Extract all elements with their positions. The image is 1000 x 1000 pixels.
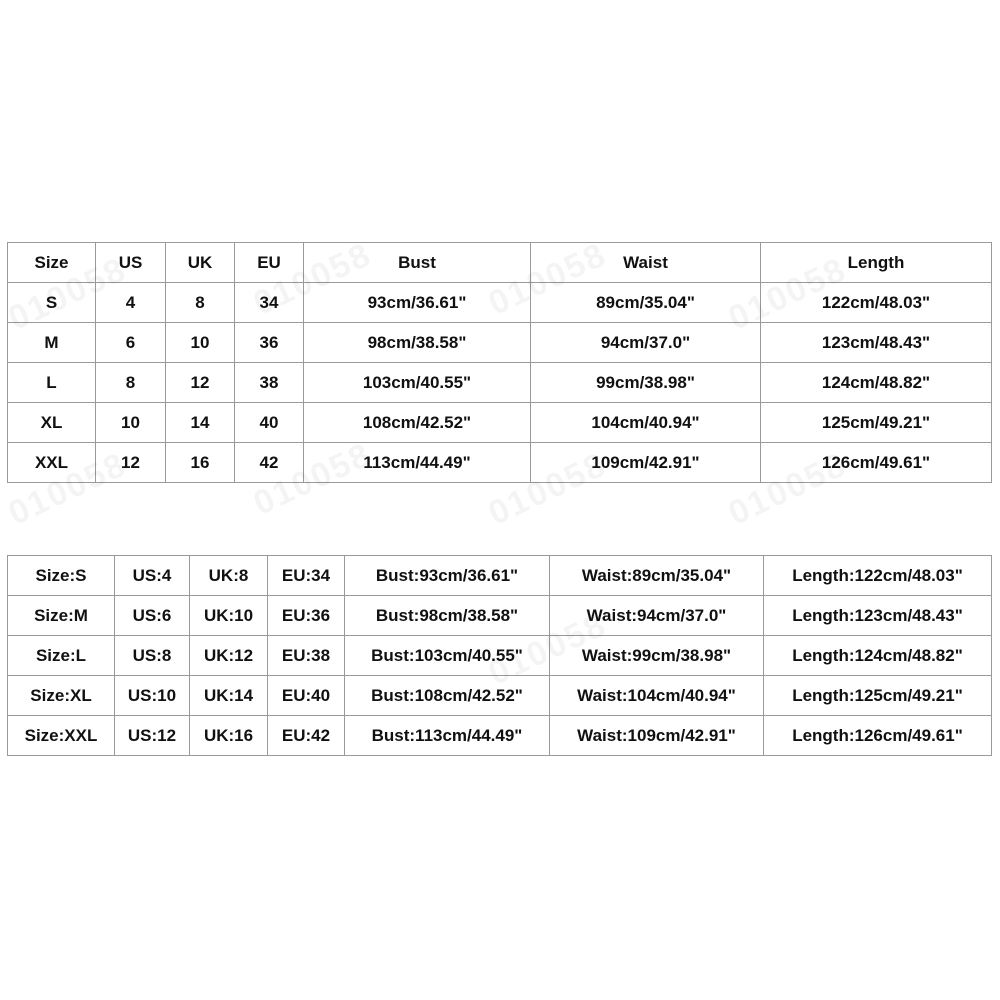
table-cell: 123cm/48.43" — [761, 323, 992, 363]
table-row — [8, 636, 992, 676]
table-cell: M — [8, 323, 96, 363]
table-cell: XL — [8, 403, 96, 443]
table-cell: US:6 — [115, 596, 190, 636]
table-cell: 113cm/44.49" — [304, 443, 531, 483]
table-row — [8, 676, 992, 716]
table-cell: 12 — [96, 443, 166, 483]
size-chart-table — [7, 242, 992, 483]
table-cell: UK:14 — [190, 676, 268, 716]
table-cell: 36 — [235, 323, 304, 363]
header-cell: Length — [761, 243, 992, 283]
header-cell: Bust — [304, 243, 531, 283]
table-cell: S — [8, 283, 96, 323]
table-cell: Bust:98cm/38.58" — [345, 596, 550, 636]
table-cell: 10 — [166, 323, 235, 363]
table-cell: Size:S — [8, 556, 115, 596]
header-cell: UK — [166, 243, 235, 283]
table-cell: EU:42 — [268, 716, 345, 756]
table-cell: EU:36 — [268, 596, 345, 636]
table-cell: UK:16 — [190, 716, 268, 756]
table-row — [8, 403, 992, 443]
table-cell: Size:XXL — [8, 716, 115, 756]
table-cell: Length:123cm/48.43" — [764, 596, 992, 636]
header-cell: EU — [235, 243, 304, 283]
table-cell: 93cm/36.61" — [304, 283, 531, 323]
table-cell: 16 — [166, 443, 235, 483]
table-header-row — [8, 243, 992, 283]
table-cell: US:10 — [115, 676, 190, 716]
table-cell: Bust:103cm/40.55" — [345, 636, 550, 676]
table-cell: US:4 — [115, 556, 190, 596]
table-cell: EU:34 — [268, 556, 345, 596]
table-cell: 103cm/40.55" — [304, 363, 531, 403]
table-cell: 38 — [235, 363, 304, 403]
table-row — [8, 443, 992, 483]
table-cell: UK:10 — [190, 596, 268, 636]
table-cell: Waist:99cm/38.98" — [550, 636, 764, 676]
table-cell: 98cm/38.58" — [304, 323, 531, 363]
table-cell: 108cm/42.52" — [304, 403, 531, 443]
table-cell: Bust:113cm/44.49" — [345, 716, 550, 756]
table-row — [8, 596, 992, 636]
table-cell: Size:XL — [8, 676, 115, 716]
table-row — [8, 363, 992, 403]
table-cell: Length:125cm/49.21" — [764, 676, 992, 716]
table-row — [8, 323, 992, 363]
table-row — [8, 283, 992, 323]
table-cell: 104cm/40.94" — [531, 403, 761, 443]
table-cell: Length:126cm/49.61" — [764, 716, 992, 756]
table-cell: Length:122cm/48.03" — [764, 556, 992, 596]
table-cell: Bust:93cm/36.61" — [345, 556, 550, 596]
table-cell: 125cm/49.21" — [761, 403, 992, 443]
table-cell: 122cm/48.03" — [761, 283, 992, 323]
table-cell: 10 — [96, 403, 166, 443]
table-row — [8, 556, 992, 596]
table-cell: 124cm/48.82" — [761, 363, 992, 403]
table-cell: 14 — [166, 403, 235, 443]
table-cell: 89cm/35.04" — [531, 283, 761, 323]
table-cell: US:8 — [115, 636, 190, 676]
table-row — [8, 716, 992, 756]
table-cell: Waist:89cm/35.04" — [550, 556, 764, 596]
labelled-size-chart-table — [7, 555, 992, 756]
table-cell: Size:L — [8, 636, 115, 676]
table-cell: Waist:104cm/40.94" — [550, 676, 764, 716]
header-cell: Size — [8, 243, 96, 283]
table-cell: XXL — [8, 443, 96, 483]
table-cell: 40 — [235, 403, 304, 443]
table-cell: L — [8, 363, 96, 403]
table-cell: 12 — [166, 363, 235, 403]
table-cell: EU:38 — [268, 636, 345, 676]
table-cell: 4 — [96, 283, 166, 323]
table-cell: 8 — [166, 283, 235, 323]
table-cell: 34 — [235, 283, 304, 323]
table-cell: UK:8 — [190, 556, 268, 596]
table-cell: 6 — [96, 323, 166, 363]
table-cell: 94cm/37.0" — [531, 323, 761, 363]
table-cell: Waist:94cm/37.0" — [550, 596, 764, 636]
header-cell: Waist — [531, 243, 761, 283]
table-cell: 8 — [96, 363, 166, 403]
table-cell: EU:40 — [268, 676, 345, 716]
table-cell: 42 — [235, 443, 304, 483]
table-cell: 99cm/38.98" — [531, 363, 761, 403]
table-cell: 109cm/42.91" — [531, 443, 761, 483]
table-cell: Bust:108cm/42.52" — [345, 676, 550, 716]
table-cell: Waist:109cm/42.91" — [550, 716, 764, 756]
table-cell: Length:124cm/48.82" — [764, 636, 992, 676]
table-cell: UK:12 — [190, 636, 268, 676]
header-cell: US — [96, 243, 166, 283]
table-cell: Size:M — [8, 596, 115, 636]
table-cell: US:12 — [115, 716, 190, 756]
table-cell: 126cm/49.61" — [761, 443, 992, 483]
